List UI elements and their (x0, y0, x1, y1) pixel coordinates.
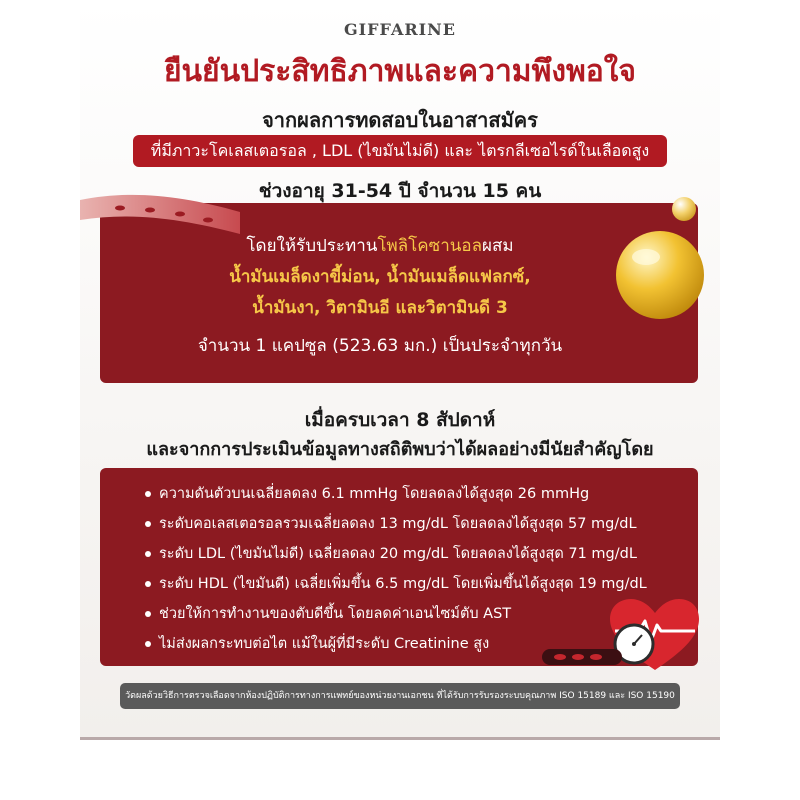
bullet-icon (145, 611, 151, 617)
result-text: ความดันตัวบนเฉลี่ยลดลง 6.1 mmHg โดยลดลงได้สูงสุด 26 mmHg (159, 486, 590, 502)
subtitle-volunteers: จากผลการทดสอบในอาสาสมัคร (262, 108, 538, 132)
supplement-line-2: น้ำมันเมล็ดงาขี้ม่อน, น้ำมันเมล็ดแฟลกซ์, (229, 267, 531, 287)
result-intro-statistics: และจากการประเมินข้อมูลทางสถิติพบว่าได้ผลอย่างมีนัยสำคัญโดย (146, 439, 654, 460)
result-text: ระดับคอเลสเตอรอลรวมเฉลี่ยลดลง 13 mg/dL โดยลดลงได้สูงสุด 57 mg/dL (159, 516, 637, 532)
result-text: ช่วยให้การทำงานของตับดีขึ้น โดยลดค่าเอนไซม์ตับ AST (159, 606, 512, 622)
divider (80, 737, 720, 740)
result-intro-duration: เมื่อครบเวลา 8 สัปดาห์ (304, 409, 496, 431)
results-list (145, 479, 645, 659)
list-item (145, 509, 645, 539)
bullet-icon (145, 551, 151, 557)
bullet-icon (145, 641, 151, 647)
supplement-line-1-suffix: ผสม (482, 236, 514, 256)
result-text: ระดับ LDL (ไขมันไม่ดี) เฉลี่ยลดลง 20 mg/dL โดยลดลงได้สูงสุด 71 mg/dL (159, 546, 637, 562)
bullet-icon (145, 521, 151, 527)
list-item (145, 599, 645, 629)
bullet-icon (145, 491, 151, 497)
bullet-icon (145, 581, 151, 587)
page-title: ยืนยันประสิทธิภาพและความพึงพอใจ (163, 54, 637, 89)
supplement-line-4: จำนวน 1 แคปซูล (523.63 มก.) เป็นประจำทุกวัน (197, 336, 563, 356)
list-item (145, 479, 645, 509)
subtitle-age-range: ช่วงอายุ 31-54 ปี จำนวน 15 คน (258, 180, 542, 202)
brand-logo: GIFFARINE (344, 20, 456, 39)
footnote: วัดผลด้วยวิธีการตรวจเลือดจากห้องปฏิบัติการทางการแพทย์ของหน่วยงานเอกชน ที่ได้รับการรับรองระบบคุณภาพ ISO 15189 และ ISO 15190 (120, 683, 680, 709)
supplement-line-1-prefix: โดยให้รับประทาน (246, 236, 378, 256)
supplement-line-3: น้ำมันงา, วิตามินอี และวิตามินดี 3 (252, 298, 508, 318)
list-item (145, 569, 645, 599)
supplement-line-1 (100, 232, 660, 259)
capsule-icon (612, 195, 712, 335)
result-text: ระดับ HDL (ไขมันดี) เฉลี่ยเพิ่มขึ้น 6.5 mg/dL โดยเพิ่มขึ้นได้สูงสุด 19 mg/dL (159, 576, 647, 592)
blood-tube-icon (540, 645, 630, 669)
result-text: ไม่ส่งผลกระทบต่อไต แม้ในผู้ที่มีระดับ Creatinine สูง (159, 636, 490, 652)
list-item (145, 539, 645, 569)
condition-pill: ที่มีภาวะโคเลสเตอรอล , LDL (ไขมันไม่ดี) และ ไตรกลีเซอไรด์ในเลือดสูง (133, 135, 667, 167)
supplement-line-1-highlight: โพลิโคซานอล (377, 236, 483, 256)
